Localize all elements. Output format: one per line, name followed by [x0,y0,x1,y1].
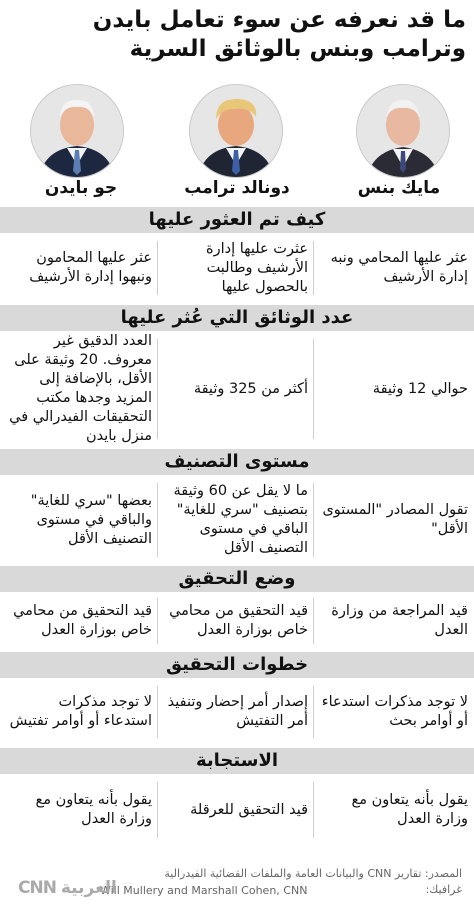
names-row [0,178,474,204]
cell-trump: أكثر من 325 وثيقة [193,380,308,397]
divider [157,339,158,439]
cell-biden: لا توجد مذكرات استدعاء أو أوامر تفتيش [9,694,152,729]
section-heading-status: وضع التحقيق [0,566,474,592]
table-row [0,475,474,565]
cell-trump: إصدار أمر إحضار وتنفيذ أمر التفتيش [167,694,308,729]
biden-portrait-icon [30,84,124,178]
section-heading-steps: خطوات التحقيق [0,652,474,678]
table-row [0,592,474,650]
section-heading-how-found: كيف تم العثور عليها [0,207,474,233]
name-biden: جو بايدن [44,178,118,198]
graphic-label: غرافيك: [425,883,462,896]
section-heading-response: الاستجابة [0,748,474,774]
table-row [0,774,474,846]
divider [313,686,314,738]
divider [157,241,158,295]
divider [157,483,158,557]
divider [157,686,158,738]
cell-biden: العدد الدقيق غير معروف. 20 وثيقة على الأقل، بالإضافة إلى المزيد وجدها مكتب التحقيقات الفيدرالي في منزل بايدن [9,333,152,444]
cell-pence: حوالي 12 وثيقة [372,380,468,397]
divider [157,598,158,644]
cell-trump: قيد التحقيق من محامي خاص بوزارة العدل [169,603,308,638]
source-text: المصدر: تقارير CNN والبيانات العامة والملفات القضائية الفيدرالية [164,867,462,880]
divider [157,782,158,838]
trump-portrait-icon [189,84,283,178]
cell-pence: قيد المراجعة من وزارة العدل [331,603,468,638]
credit-text: Will Mullery and Marshall Cohen, CNN [100,884,308,897]
table-row [0,233,474,303]
cell-trump: عثرت عليها إدارة الأرشيف وطالبت بالحصول عليها [206,240,308,295]
cell-trump: ما لا يقل عن 60 وثيقة بتصنيف "سري للغاية" الباقي في مستوى التصنيف الأقل [173,483,308,556]
cell-biden: قيد التحقيق من محامي خاص بوزارة العدل [13,603,152,638]
cell-pence: تقول المصادر "المستوى الأقل" [322,502,468,537]
pence-portrait-icon [356,84,450,178]
cell-pence: لا توجد مذكرات استدعاء أو أوامر بحث [321,694,468,729]
name-pence: مايك بنس [357,178,441,198]
cell-pence: عثر عليها المحامي ونبه إدارة الأرشيف [330,250,468,285]
divider [313,339,314,439]
divider [313,483,314,557]
cnn-arabic-logo: CNN العربية [18,878,117,898]
table-row [0,331,474,447]
cell-biden: يقول بأنه يتعاون مع وزارة العدل [35,792,152,827]
divider [313,241,314,295]
cell-biden: بعضها "سري للغاية" والباقي في مستوى التصنيف الأقل [30,492,152,547]
section-heading-count: عدد الوثائق التي عُثر عليها [0,305,474,331]
table-row [0,678,474,746]
portraits-row [0,84,474,178]
name-trump: دونالد ترامب [184,178,290,198]
cell-trump: قيد التحقيق للعرقلة [190,801,308,818]
divider [313,598,314,644]
divider [313,782,314,838]
cell-biden: عثر عليها المحامون ونبهوا إدارة الأرشيف [29,250,152,285]
page-title: ما قد نعرفه عن سوء تعامل بايدن وترامب وبنس بالوثائق السرية [92,7,466,62]
cell-pence: يقول بأنه يتعاون مع وزارة العدل [351,792,468,827]
section-heading-classification: مستوى التصنيف [0,449,474,475]
